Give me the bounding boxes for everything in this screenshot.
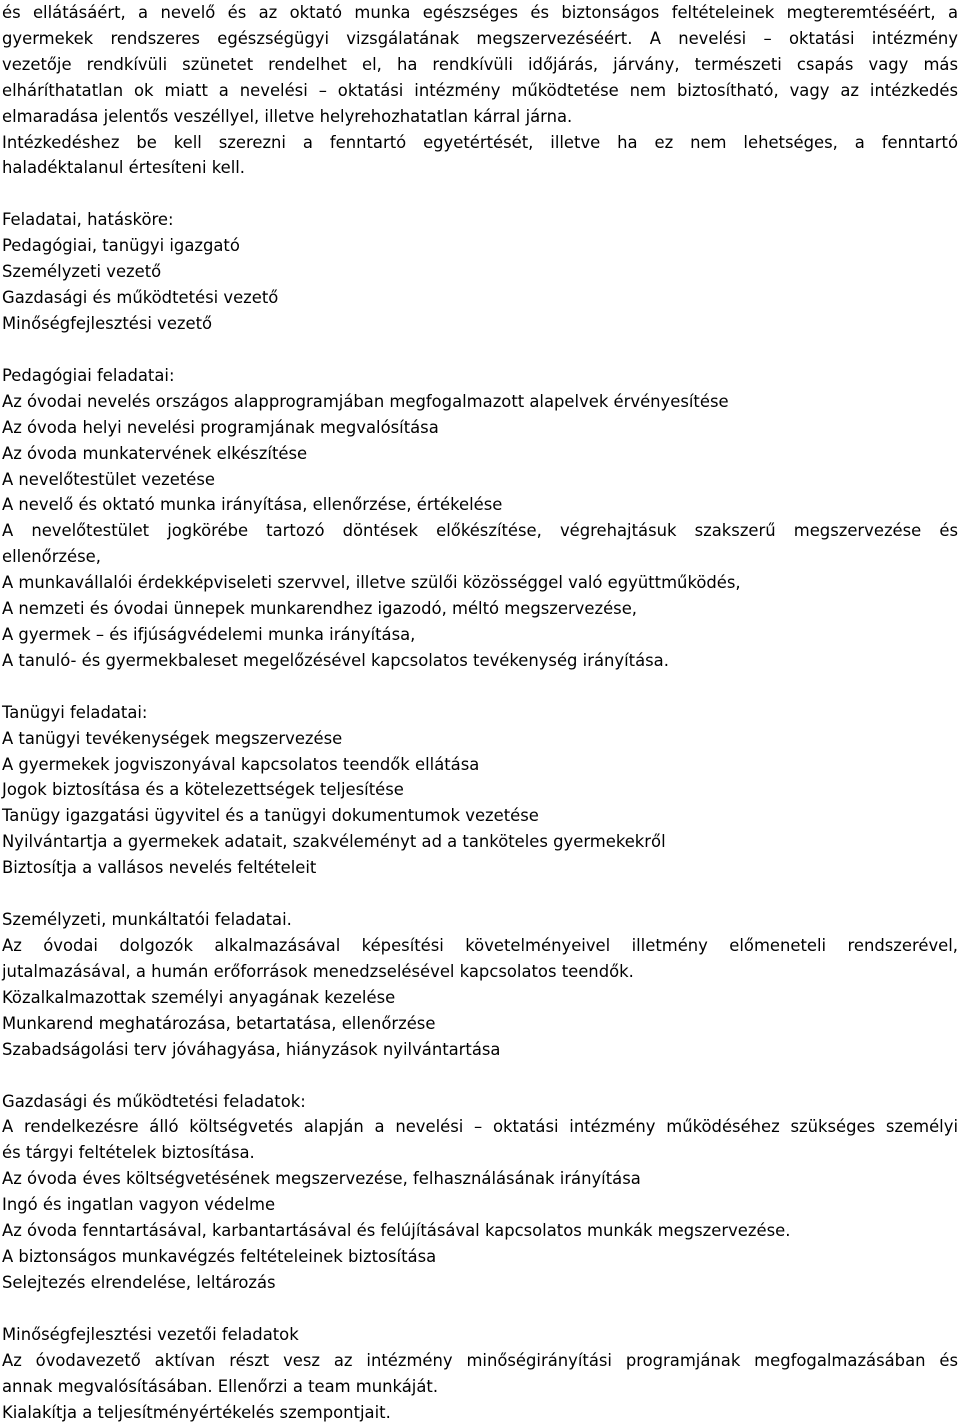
list-item: A biztonságos munkavégzés feltételeinek biztosítása — [2, 1244, 958, 1270]
list-item: Selejtezés elrendelése, leltározás — [2, 1270, 958, 1296]
section-heading: Pedagógiai feladatai: — [2, 363, 958, 389]
list-item: Az óvodai nevelés országos alapprogramjában megfogalmazott alapelvek érvényesítése — [2, 389, 958, 415]
list-item: Nyilvántartja a gyermekek adatait, szakvéleményt ad a tanköteles gyermekekről — [2, 829, 958, 855]
duties-section — [2, 207, 958, 337]
list-item: A nevelő és oktató munka irányítása, ellenőrzése, értékelése — [2, 492, 958, 518]
list-item: Az óvoda fenntartásával, karbantartásával és felújításával kapcsolatos munkák megszervezése. — [2, 1218, 958, 1244]
section-heading: Gazdasági és működtetési feladatok: — [2, 1089, 958, 1115]
list-item: Pedagógiai, tanügyi igazgató — [2, 233, 958, 259]
list-item: A munkavállalói érdekképviseleti szervvel, illetve szülői közösséggel való együttműködés, — [2, 570, 958, 596]
text-line: elháríthatatlan ok miatt a nevelési – oktatási intézmény működtetése nem biztosítható, vagy az intézkedés — [2, 78, 958, 104]
list-item: Kialakítja a teljesítményértékelés szempontjait. — [2, 1400, 958, 1425]
list-item: Személyzeti vezető — [2, 259, 958, 285]
list-item: Ingó és ingatlan vagyon védelme — [2, 1192, 958, 1218]
list-item: Minőségfejlesztési vezető — [2, 311, 958, 337]
text-line: gyermekek rendszeres egészségügyi vizsgálatának megszervezéséért. A nevelési – oktatási intézmény — [2, 26, 958, 52]
spacer — [2, 674, 958, 700]
list-item: Jogok biztosítása és a kötelezettségek teljesítése — [2, 777, 958, 803]
section-heading: Minőségfejlesztési vezetői feladatok — [2, 1322, 958, 1348]
list-item: Az óvoda munkatervének elkészítése — [2, 441, 958, 467]
list-item: Az óvodai dolgozók alkalmazásával képesítési követelményeivel illetmény előmeneteli rendszerével, — [2, 933, 958, 959]
spacer — [2, 1063, 958, 1089]
list-item-continuation: ellenőrzése, — [2, 544, 958, 570]
list-item-continuation: annak megvalósításában. Ellenőrzi a team munkáját. — [2, 1374, 958, 1400]
pedagogical-section — [2, 363, 958, 674]
list-item: A gyermekek jogviszonyával kapcsolatos teendők ellátása — [2, 752, 958, 778]
economic-section — [2, 1089, 958, 1296]
list-item: Az óvoda helyi nevelési programjának megvalósítása — [2, 415, 958, 441]
list-item: A tanügyi tevékenységek megszervezése — [2, 726, 958, 752]
list-item: Gazdasági és működtetési vezető — [2, 285, 958, 311]
list-item: Az óvoda éves költségvetésének megszervezése, felhasználásának irányítása — [2, 1166, 958, 1192]
list-item: A nevelőtestület jogkörébe tartozó döntések előkészítése, végrehajtásuk szakszerű megszervezése és — [2, 518, 958, 544]
spacer — [2, 337, 958, 363]
list-item: A nevelőtestület vezetése — [2, 467, 958, 493]
list-item: A gyermek – és ifjúságvédelemi munka irányítása, — [2, 622, 958, 648]
list-item: A nemzeti és óvodai ünnepek munkarendhez igazodó, méltó megszervezése, — [2, 596, 958, 622]
list-item: Munkarend meghatározása, betartatása, ellenőrzése — [2, 1011, 958, 1037]
intro-paragraph — [2, 0, 958, 130]
list-item-continuation: jutalmazásával, a humán erőforrások menedzselésével kapcsolatos teendők. — [2, 959, 958, 985]
list-item: A rendelkezésre álló költségvetés alapján a nevelési – oktatási intézmény működéséhez szükséges személyi — [2, 1114, 958, 1140]
list-item-continuation: és tárgyi feltételek biztosítása. — [2, 1140, 958, 1166]
personnel-section — [2, 907, 958, 1062]
section-heading: Személyzeti, munkáltatói feladatai. — [2, 907, 958, 933]
spacer — [2, 181, 958, 207]
spacer — [2, 881, 958, 907]
quality-section — [2, 1322, 958, 1425]
list-item: Az óvodavezető aktívan részt vesz az intézmény minőségirányítási programjának megfogalmazásában és — [2, 1348, 958, 1374]
list-item: A tanuló- és gyermekbaleset megelőzésével kapcsolatos tevékenység irányítása. — [2, 648, 958, 674]
list-item: Szabadságolási terv jóváhagyása, hiányzások nyilvántartása — [2, 1037, 958, 1063]
text-line: és ellátásáért, a nevelő és az oktató munka egészséges és biztonságos feltételeinek megteremtéséért, a — [2, 0, 958, 26]
text-line: Intézkedéshez be kell szerezni a fenntartó egyetértését, illetve ha ez nem lehetséges, a fenntartó — [2, 130, 958, 156]
list-item: Biztosítja a vallásos nevelés feltételeit — [2, 855, 958, 881]
intro-paragraph-2 — [2, 130, 958, 182]
section-heading: Feladatai, hatásköre: — [2, 207, 958, 233]
list-item: Tanügy igazgatási ügyvitel és a tanügyi dokumentumok vezetése — [2, 803, 958, 829]
text-line: vezetője rendkívüli szünetet rendelhet el, ha rendkívüli időjárás, járvány, természeti csapás vagy más — [2, 52, 958, 78]
section-heading: Tanügyi feladatai: — [2, 700, 958, 726]
text-line: elmaradása jelentős veszéllyel, illetve helyrehozhatatlan kárral járna. — [2, 104, 958, 130]
spacer — [2, 1296, 958, 1322]
list-item: Közalkalmazottak személyi anyagának kezelése — [2, 985, 958, 1011]
text-line: haladéktalanul értesíteni kell. — [2, 155, 958, 181]
administrative-section — [2, 700, 958, 881]
